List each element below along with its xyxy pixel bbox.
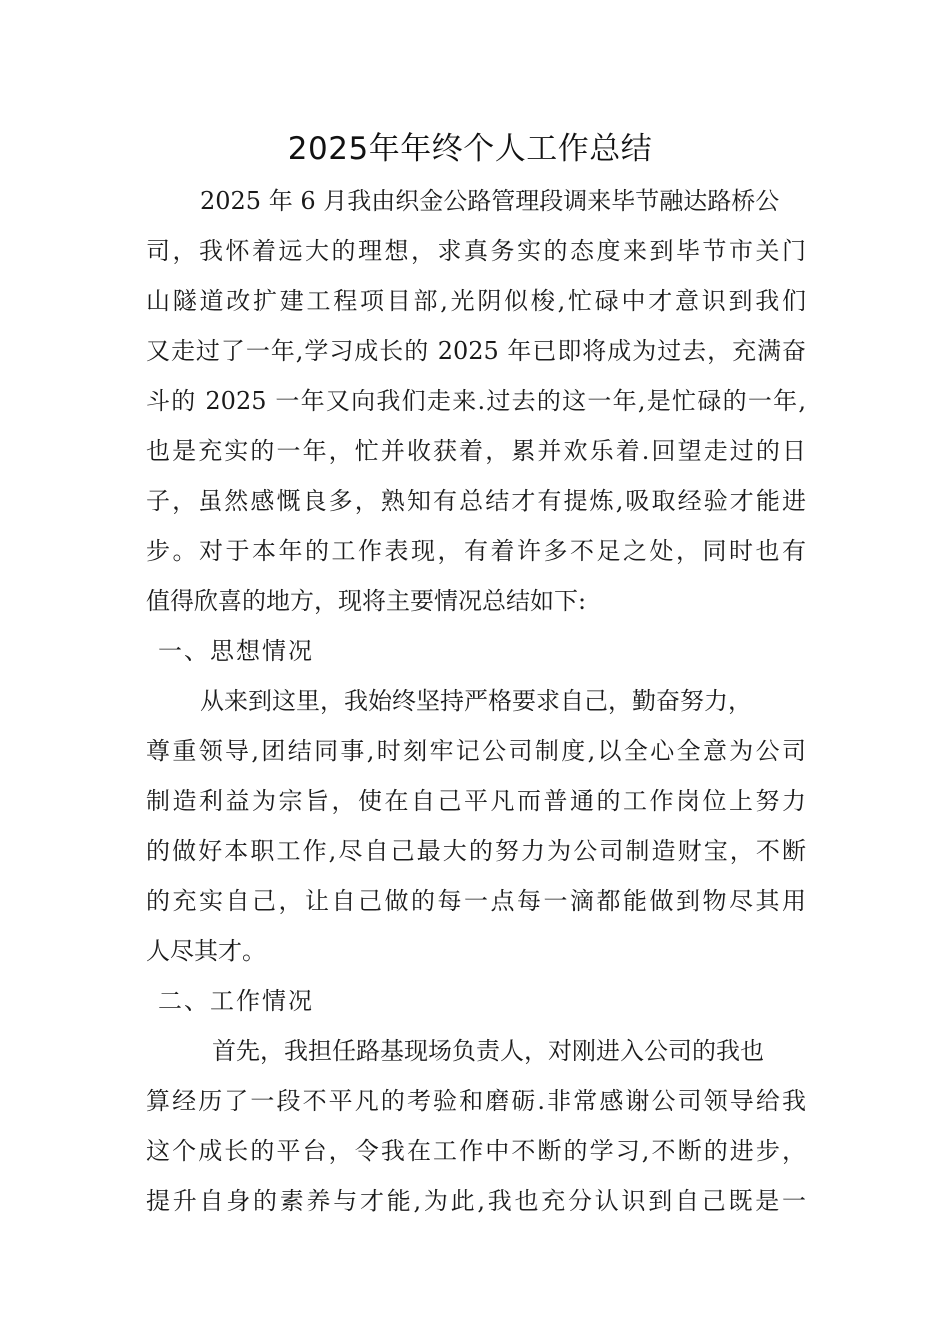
paragraph-line: 的做好本职工作,尽自己最大的努力为公司制造财宝，不断 [146,837,806,865]
paragraph-line: 斗的 2025 一年又向我们走来.过去的这一年,是忙碌的一年, [146,387,806,415]
paragraph-line: 这个成长的平台，令我在工作中不断的学习,不断的进步， [146,1137,806,1165]
document-title: 2025年年终个人工作总结 [287,131,653,167]
paragraph-line: 值得欣喜的地方，现将主要情况总结如下: [146,587,587,615]
paragraph-line: 首先，我担任路基现场负责人，对刚进入公司的我也 [212,1037,764,1065]
paragraph-line: 算经历了一段不平凡的考验和磨砺.非常感谢公司领导给我 [146,1087,806,1115]
paragraph-line: 的充实自己，让自己做的每一点每一滴都能做到物尽其用 [146,887,806,915]
section-heading: 一、思想情况 [158,637,314,665]
paragraph-line: 制造利益为宗旨，使在自己平凡而普通的工作岗位上努力 [146,787,806,815]
paragraph-line: 2025 年 6 月我由织金公路管理段调来毕节融达路桥公 [200,187,780,215]
paragraph-line: 也是充实的一年，忙并收获着，累并欢乐着.回望走过的日 [146,437,806,465]
paragraph-line: 从来到这里，我始终坚持严格要求自己，勤奋努力， [200,687,752,715]
paragraph-line: 步。对于本年的工作表现，有着许多不足之处，同时也有 [146,537,806,565]
paragraph-line: 司，我怀着远大的理想，求真务实的态度来到毕节市关门 [146,237,806,265]
paragraph-line: 子，虽然感慨良多，熟知有总结才有提炼,吸取经验才能进 [146,487,806,515]
paragraph-line: 尊重领导,团结同事,时刻牢记公司制度,以全心全意为公司 [146,737,806,765]
paragraph-line: 提升自身的素养与才能,为此,我也充分认识到自己既是一 [146,1187,806,1215]
section-heading: 二、工作情况 [158,987,314,1015]
paragraph-line: 又走过了一年,学习成长的 2025 年已即将成为过去，充满奋 [146,337,806,365]
paragraph-line: 山隧道改扩建工程项目部,光阴似梭,忙碌中才意识到我们 [146,287,806,315]
paragraph-line: 人尽其才。 [146,937,266,965]
